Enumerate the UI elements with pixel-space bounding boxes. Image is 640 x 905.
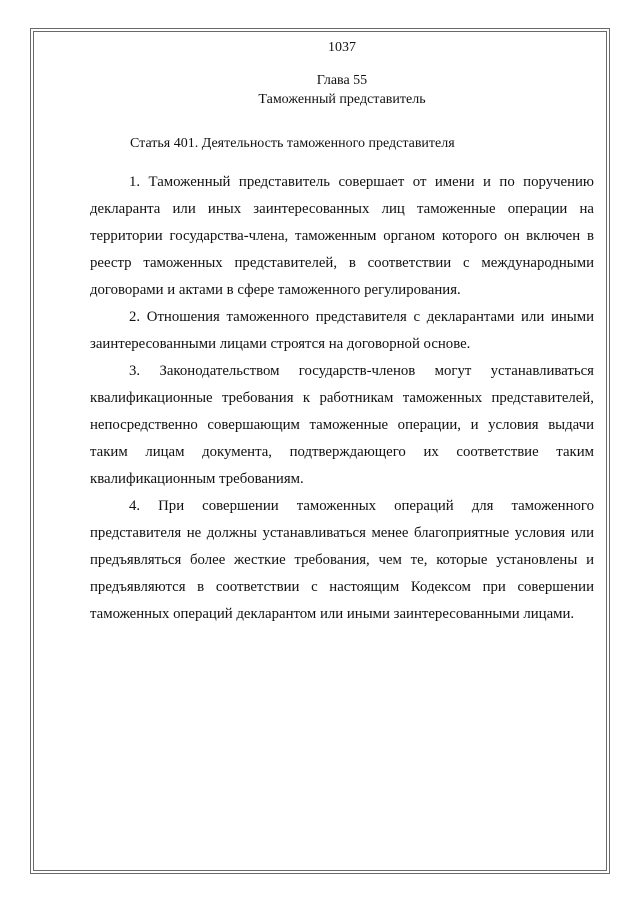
article-heading: Статья 401. Деятельность таможенного представителя <box>130 136 455 151</box>
chapter-title: Таможенный представитель <box>258 92 426 107</box>
paragraph-1: 1. Таможенный представитель совершает от имени и по поручению декларанта или иных заинтересованных лиц таможенные операции на территории государства-члена, таможенным органом которого он включен в реестр таможенных представителей, в соответствии с международными договорами и актами в сфере таможенного регулирования. <box>90 174 594 298</box>
chapter-number: Глава 55 <box>316 73 368 88</box>
paragraph-2: 2. Отношения таможенного представителя с декларантами или иными заинтересованными лицами строятся на договорной основе. <box>90 309 594 352</box>
paragraph-4: 4. При совершении таможенных операций для таможенного представителя не должны устанавливаться менее благоприятные условия или предъявляться более жесткие требования, чем те, которые установлены и предъявляются в соответствии с настоящим Кодексом при совершении таможенных операций декларантом или иными заинтересованными лицами. <box>90 498 594 622</box>
article-body <box>90 169 594 628</box>
page-number: 1037 <box>328 40 356 55</box>
paragraph-3: 3. Законодательством государств-членов могут устанавливаться квалификационные требования к работникам таможенных представителей, непосредственно совершающим таможенные операции, и условия выдачи таким лицам документа, подтверждающего их соответствие таким квалификационным требованиям. <box>90 363 594 487</box>
